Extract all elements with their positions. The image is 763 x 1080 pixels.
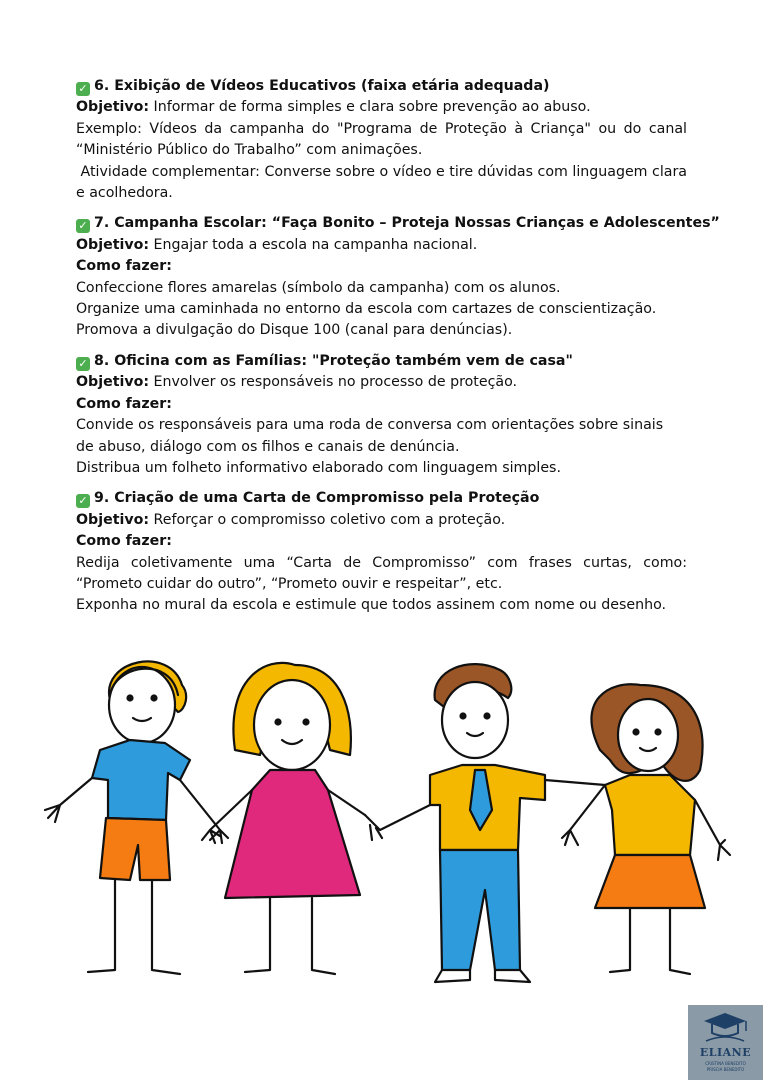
objective-line: Objetivo: Engajar toda a escola na campanha nacional. xyxy=(76,236,478,253)
section-6 xyxy=(76,76,687,204)
check-mark-icon: ✓ xyxy=(76,494,90,508)
section-heading: ✓ 6. Exibição de Vídeos Educativos (faixa etária adequada) xyxy=(76,76,687,97)
child-boy-yellow-shirt xyxy=(430,664,605,982)
check-mark-icon: ✓ xyxy=(76,357,90,371)
body-line: Convide os responsáveis para uma roda de conversa com orientações sobre sinais xyxy=(76,417,664,434)
child-girl-orange-skirt xyxy=(562,684,730,974)
body-line: Exponha no mural da escola e estimule que todos assinem com nome ou desenho. xyxy=(76,597,667,614)
body-line: Redija coletivamente uma “Carta de Compromisso” com frases curtas, como: xyxy=(76,554,687,571)
child-girl-pink-dress xyxy=(202,663,365,974)
body-line: e acolhedora. xyxy=(76,185,173,202)
body-line: Confeccione flores amarelas (símbolo da campanha) com os alunos. xyxy=(76,279,561,296)
how-to-label: Como fazer: xyxy=(76,258,172,275)
body-line: Atividade complementar: Converse sobre o vídeo e tire dúvidas com linguagem clara xyxy=(76,163,687,180)
child-boy-blue-shirt xyxy=(45,661,228,974)
logo-line-2: PRISCIA BENEDITO xyxy=(706,1067,745,1072)
holding-hands-line xyxy=(365,805,430,830)
brand-logo xyxy=(688,1005,763,1080)
document-body xyxy=(76,76,720,626)
section-heading: ✓ 9. Criação de uma Carta de Compromisso pela Proteção xyxy=(76,488,687,509)
logo-line-1: CRISTINA BENEDITO xyxy=(705,1061,746,1066)
body-line: Distribua um folheto informativo elaborado com linguagem simples. xyxy=(76,459,561,476)
how-to-label: Como fazer: xyxy=(76,395,172,412)
section-7 xyxy=(76,213,720,341)
check-mark-icon: ✓ xyxy=(76,82,90,96)
children-holding-hands-illustration xyxy=(30,640,740,1000)
section-8 xyxy=(76,351,687,479)
body-line: “Ministério Público do Trabalho” com animações. xyxy=(76,142,423,159)
check-mark-icon: ✓ xyxy=(76,219,90,233)
body-line: Organize uma caminhada no entorno da escola com cartazes de conscientização. xyxy=(76,301,657,318)
graduation-cap-logo-icon xyxy=(688,1005,763,1047)
how-to-label: Como fazer: xyxy=(76,533,172,550)
body-line: Exemplo: Vídeos da campanha do "Programa de Proteção à Criança" ou do canal xyxy=(76,120,687,137)
objective-line: Objetivo: Informar de forma simples e clara sobre prevenção ao abuso. xyxy=(76,99,591,116)
section-heading: ✓ 7. Campanha Escolar: “Faça Bonito – Proteja Nossas Crianças e Adolescentes” xyxy=(76,213,687,234)
body-line: de abuso, diálogo com os filhos e canais de denúncia. xyxy=(76,438,460,455)
objective-line: Objetivo: Envolver os responsáveis no processo de proteção. xyxy=(76,374,518,391)
body-line: “Prometo cuidar do outro”, “Prometo ouvir e respeitar”, etc. xyxy=(76,575,503,592)
logo-name: ELIANE xyxy=(699,1046,752,1059)
section-9 xyxy=(76,488,687,616)
objective-line: Objetivo: Reforçar o compromisso coletivo com a proteção. xyxy=(76,511,506,528)
section-heading: ✓ 8. Oficina com as Famílias: "Proteção também vem de casa" xyxy=(76,351,687,372)
body-line: Promova a divulgação do Disque 100 (canal para denúncias). xyxy=(76,322,513,339)
